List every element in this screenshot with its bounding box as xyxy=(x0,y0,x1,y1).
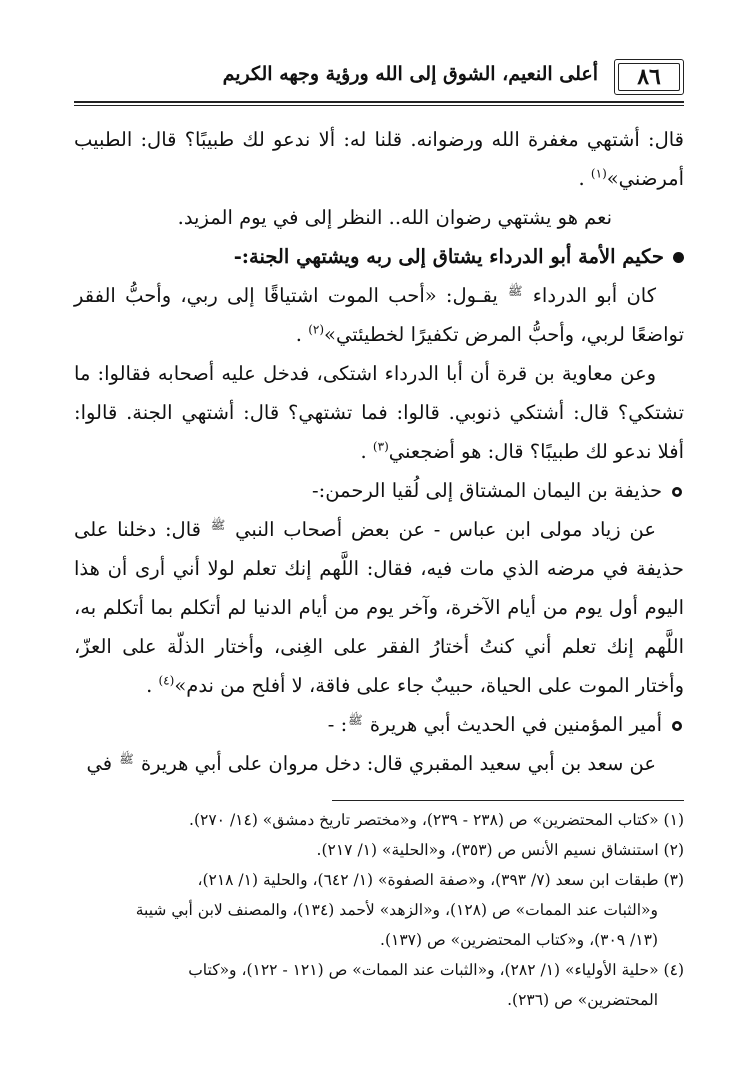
page-number: ٨٦ xyxy=(637,64,661,90)
footnote: (٢) استنشاق نسيم الأنس ص (٣٥٣)، و«الحلية» (١/ ٢١٧). xyxy=(316,841,684,859)
section-heading: حكيم الأمة أبو الدرداء يشتاق إلى ربه ويشتهي الجنة:- xyxy=(74,237,684,276)
footnote-ref: (٤) xyxy=(158,673,175,688)
paragraph: قال: أشتهي مغفرة الله ورضوانه. قلنا له: ألا ندعو لك طبيبًا؟ قال: الطبيب أمرضني»$^{(١)}$ . xyxy=(74,128,684,190)
footnote-ref: (٣) xyxy=(372,439,389,454)
header-rule-thin xyxy=(74,105,684,106)
paragraph: وعن معاوية بن قرة أن أبا الدرداء اشتكى، فدخل عليه أصحابه فقالوا: ما تشتكي؟ قال: أشتكي ذنوبي. قالوا: فما تشتهي؟ قال: أشتهي الجنة. قالوا: أفلا ندعو لك طبيبًا؟ قال: هو أضجعني$^{(٣)}$ . xyxy=(74,362,684,463)
honorific-symbol: ﷺ xyxy=(210,517,226,532)
paragraph: كان أبو الدرداء $^ﷺ$ يقـول: «أحب الموت اشتياقًا إلى ربي، وأحبُّ الفقر تواضعًا لربي، وأحبُّ المرض تكفيرًا لخطيئتي»$^{(٢)}$ . xyxy=(74,283,684,346)
footnote-continuation: المحتضرين» ص (٢٣٦). xyxy=(507,991,658,1009)
footnote-ref: (٢) xyxy=(308,322,325,337)
paragraph: نعم هو يشتهي رضوان الله.. النظر إلى في يوم المزيد. xyxy=(177,206,612,229)
paragraph: عن سعد بن أبي سعيد المقبري قال: دخل مروان على أبي هريرة $^ﷺ$ في xyxy=(86,751,656,775)
footnote: (١) «كتاب المحتضرين» ص (٢٣٨ - ٢٣٩)، و«مختصر تاريخ دمشق» (١٤/ ٢٧٠). xyxy=(189,811,684,829)
flower-bullet-icon xyxy=(670,485,684,499)
section-heading: حذيفة بن اليمان المشتاق إلى لُقيا الرحمن:- xyxy=(74,471,684,510)
body-text xyxy=(74,120,684,783)
footnote-separator xyxy=(332,800,684,801)
paragraph: عن زياد مولى ابن عباس - عن بعض أصحاب النبي $^ﷺ$ قال: دخلنا على حذيفة في مرضه الذي مات فيه، فقال: اللَّهم إنك تعلم لولا أني أرى أن هذا اليوم أول يوم من أيام الآخرة، وآخر يوم من أيام الدنيا لم أتكلم بما أتكلم به، اللَّهم إنك تعلم أني كنتُ أختارُ الفقر على الغِنى، وأختار الذلّة على العزّ، وأختار الموت على الحياة، حبيبٌ جاء على فاقة، لا أفلح من ندم»$^{(٤)}$ . xyxy=(74,517,684,697)
honorific-symbol: ﷺ xyxy=(348,712,363,727)
section-heading: أمير المؤمنين في الحديث أبي هريرة $^ﷺ$: - xyxy=(74,705,684,744)
honorific-symbol: ﷺ xyxy=(119,751,134,766)
footnote-continuation: و«الثبات عند الممات» ص (١٢٨)، و«الزهد» لأحمد (١٣٤)، والمصنف لابن أبي شيبة xyxy=(135,901,658,919)
header-rule xyxy=(74,101,684,103)
footnote-continuation: (١٣/ ٣٠٩)، و«كتاب المحتضرين» ص (١٣٧). xyxy=(380,931,658,949)
footnote: (٣) طبقات ابن سعد (٧/ ٣٩٣)، و«صفة الصفوة» (١/ ٦٤٢)، والحلية (١/ ٢١٨)، xyxy=(197,871,684,889)
running-title: أعلى النعيم، الشوق إلى الله ورؤية وجهه الكريم xyxy=(222,63,598,85)
page-number-frame xyxy=(614,59,684,95)
footnote: (٤) «حلية الأولياء» (١/ ٢٨٢)، و«الثبات عند الممات» ص (١٢١ - ١٢٢)، و«كتاب xyxy=(188,961,684,979)
honorific-symbol: ﷺ xyxy=(508,283,523,298)
footnote-ref: (١) xyxy=(590,166,607,181)
footnotes xyxy=(74,805,684,1015)
page-header xyxy=(74,55,684,105)
bullet-icon xyxy=(673,252,684,263)
flower-bullet-icon xyxy=(670,719,684,733)
